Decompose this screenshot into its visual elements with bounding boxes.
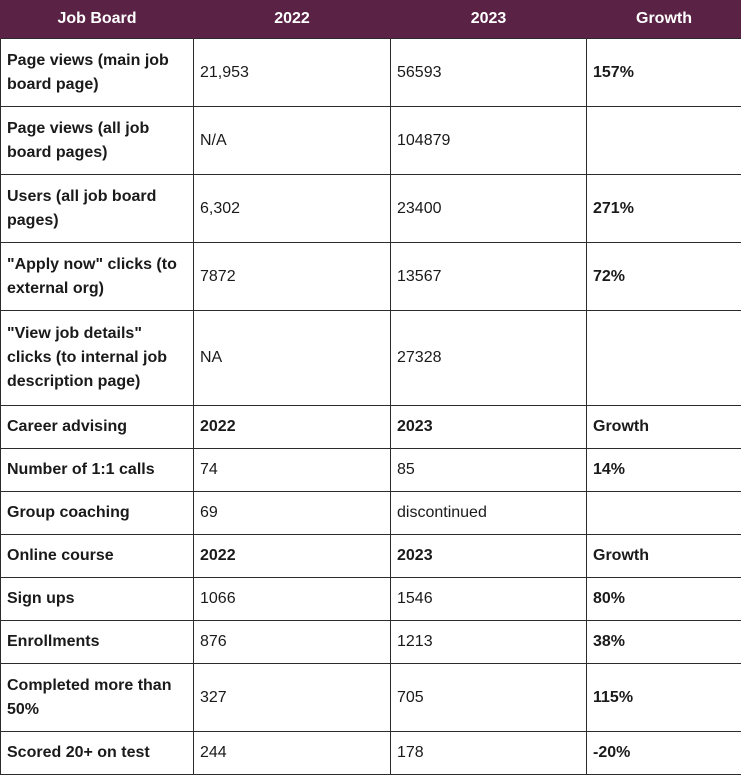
value-2023: 705	[391, 664, 587, 732]
value-2022: 74	[194, 449, 391, 492]
value-growth: 115%	[587, 664, 741, 732]
row-label: Group coaching	[1, 492, 194, 535]
value-growth: 14%	[587, 449, 741, 492]
table-row	[1, 578, 741, 621]
value-2023: 56593	[391, 39, 587, 107]
value-2022: N/A	[194, 107, 391, 175]
row-label: Page views (all job board pages)	[1, 107, 194, 175]
row-label: Completed more than 50%	[1, 664, 194, 732]
row-label: "Apply now" clicks (to external org)	[1, 243, 194, 311]
value-growth	[587, 311, 741, 406]
value-2023: 27328	[391, 311, 587, 406]
table-row	[1, 107, 741, 175]
table-row	[1, 39, 741, 107]
section-label: Online course	[1, 535, 194, 578]
table-row	[1, 449, 741, 492]
value-2023: discontinued	[391, 492, 587, 535]
header-job-board: Job Board	[1, 0, 194, 39]
value-2023: 178	[391, 732, 587, 775]
value-growth: 157%	[587, 39, 741, 107]
table-row	[1, 664, 741, 732]
row-label: Page views (main job board page)	[1, 39, 194, 107]
value-2022: NA	[194, 311, 391, 406]
row-label: Sign ups	[1, 578, 194, 621]
value-growth: 271%	[587, 175, 741, 243]
value-growth: 80%	[587, 578, 741, 621]
section-col-growth: Growth	[587, 535, 741, 578]
section-col-2023: 2023	[391, 535, 587, 578]
value-2022: 6,302	[194, 175, 391, 243]
header-growth: Growth	[587, 0, 741, 39]
value-2022: 7872	[194, 243, 391, 311]
section-header-row	[1, 406, 741, 449]
value-2023: 13567	[391, 243, 587, 311]
row-label: Number of 1:1 calls	[1, 449, 194, 492]
value-growth: 72%	[587, 243, 741, 311]
value-growth: 38%	[587, 621, 741, 664]
section-col-2022: 2022	[194, 406, 391, 449]
value-growth	[587, 492, 741, 535]
value-2023: 104879	[391, 107, 587, 175]
row-label: Scored 20+ on test	[1, 732, 194, 775]
section-label: Career advising	[1, 406, 194, 449]
value-2022: 244	[194, 732, 391, 775]
header-2023: 2023	[391, 0, 587, 39]
header-2022: 2022	[194, 0, 391, 39]
value-growth	[587, 107, 741, 175]
row-label: "View job details" clicks (to internal job description page)	[1, 311, 194, 406]
table-row	[1, 175, 741, 243]
value-2023: 23400	[391, 175, 587, 243]
value-2022: 876	[194, 621, 391, 664]
table-row	[1, 732, 741, 775]
table-row	[1, 311, 741, 406]
value-2023: 85	[391, 449, 587, 492]
value-growth: -20%	[587, 732, 741, 775]
row-label: Enrollments	[1, 621, 194, 664]
table-header-row	[1, 0, 741, 39]
section-col-2022: 2022	[194, 535, 391, 578]
value-2022: 21,953	[194, 39, 391, 107]
value-2022: 1066	[194, 578, 391, 621]
table-row	[1, 621, 741, 664]
value-2022: 69	[194, 492, 391, 535]
section-col-2023: 2023	[391, 406, 587, 449]
row-label: Users (all job board pages)	[1, 175, 194, 243]
section-col-growth: Growth	[587, 406, 741, 449]
table-row	[1, 243, 741, 311]
value-2022: 327	[194, 664, 391, 732]
value-2023: 1546	[391, 578, 587, 621]
table-row	[1, 492, 741, 535]
value-2023: 1213	[391, 621, 587, 664]
section-header-row	[1, 535, 741, 578]
